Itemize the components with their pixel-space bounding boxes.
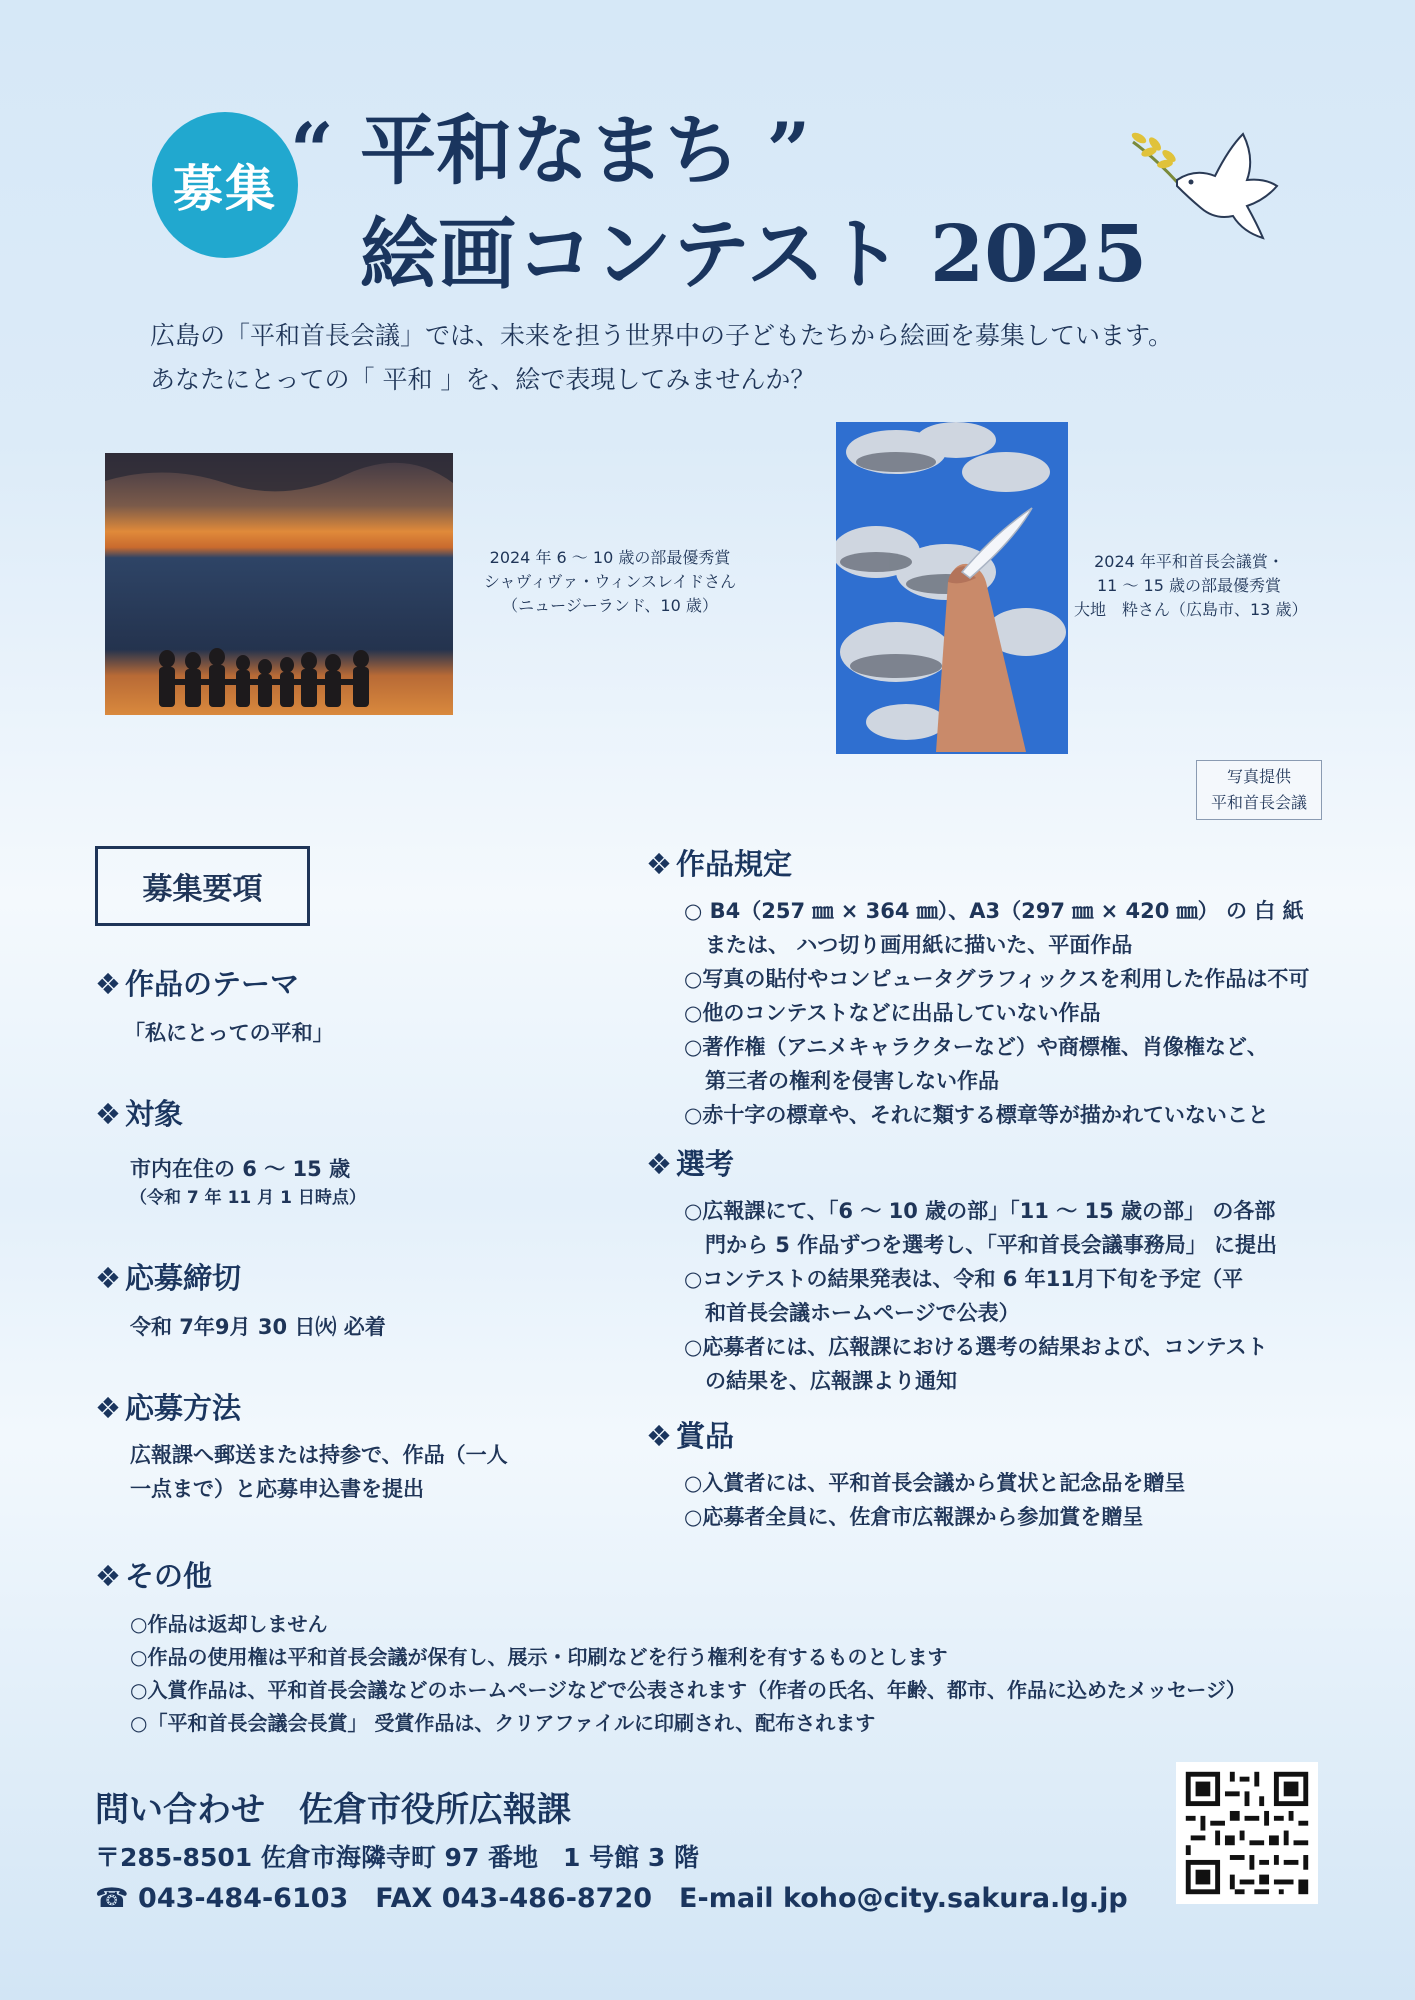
selection-line: ○コンテストの結果発表は、令和 6 年11月下旬を予定（平	[684, 1267, 1243, 1291]
prizes-heading-text: 賞品	[676, 1419, 735, 1453]
painting-1-caption-line-2: シャヴィヴァ・ウィンスレイドさん	[483, 572, 737, 591]
rules-line: ○赤十字の標章や、それに類する標章等が描かれていないこと	[684, 1103, 1269, 1127]
deadline-text: 令和 7年9月 30 日㈫ 必着	[130, 1315, 386, 1339]
selection-line: ○広報課にて、「6 ～ 10 歳の部」「11 ～ 15 歳の部」 の各部	[684, 1199, 1276, 1223]
rules-line: 第三者の権利を侵害しない作品	[684, 1069, 999, 1093]
diamond-marker-icon: ❖	[95, 967, 121, 1001]
other-line: ○作品は返却しません	[130, 1612, 328, 1636]
method-text	[130, 1438, 508, 1506]
target-text: 市内在住の 6 ～ 15 歳	[130, 1157, 351, 1181]
painting-2-caption	[1074, 550, 1308, 622]
diamond-marker-icon: ❖	[95, 1391, 121, 1425]
method-heading-text: 応募方法	[125, 1391, 242, 1425]
rules-heading-text: 作品規定	[676, 847, 793, 881]
rules-line: ○ B4（257 ㎜ × 364 ㎜）、A3（297 ㎜ × 420 ㎜） の 白 紙	[684, 899, 1304, 923]
rules-line: ○写真の貼付やコンピュータグラフィックスを利用した作品は不可	[684, 967, 1310, 991]
contact-title: 問い合わせ 佐倉市役所広報課	[95, 1790, 571, 1830]
painting-1-caption-line-3: （ニュージーランド、10 歳）	[502, 596, 718, 615]
dove-icon	[1125, 128, 1295, 246]
selection-line: 和首長会議ホームページで公表）	[684, 1301, 1020, 1325]
photo-credit-line-2: 平和首長会議	[1210, 793, 1307, 812]
other-list	[130, 1608, 1246, 1740]
painting-2-caption-line-2: 11 ～ 15 歳の部最優秀賞	[1097, 576, 1281, 595]
quill-painting-image	[836, 422, 1068, 754]
deadline-heading-text: 応募締切	[125, 1261, 242, 1295]
selection-line: 門から 5 作品ずつを選考し、「平和首長会議事務局」 に提出	[684, 1233, 1278, 1257]
diamond-marker-icon: ❖	[95, 1559, 121, 1593]
page-title-line2: 絵画コンテスト 2025	[360, 209, 1148, 300]
theme-heading-text: 作品のテーマ	[125, 967, 300, 1001]
other-heading-text: その他	[125, 1559, 213, 1593]
recruitment-badge: 募集	[152, 112, 298, 258]
prizes-heading	[646, 1414, 734, 1455]
other-line: ○「平和首長会議会長賞」 受賞作品は、クリアファイルに印刷され、配布されます	[130, 1711, 876, 1735]
diamond-marker-icon: ❖	[95, 1261, 121, 1295]
method-line: 一点まで）と応募申込書を提出	[130, 1477, 424, 1501]
painting-2-caption-line-3: 大地 粋さん（広島市、13 歳）	[1074, 600, 1308, 619]
painting-2-caption-line-1: 2024 年平和首長会議賞・	[1094, 552, 1284, 571]
other-heading	[95, 1554, 212, 1595]
method-line: 広報課へ郵送または持参で、作品（一人	[130, 1443, 508, 1467]
sunset-painting-image	[105, 453, 453, 715]
contact-phone-email[interactable]: ☎ 043-484-6103 FAX 043-486-8720 E-mail koho@city.sakura.lg.jp	[95, 1883, 1128, 1914]
selection-line: ○応募者には、広報課における選考の結果および、コンテスト	[684, 1335, 1268, 1359]
target-heading-text: 対象	[125, 1097, 184, 1131]
prizes-line: ○入賞者には、平和首長会議から賞状と記念品を贈呈	[684, 1471, 1186, 1495]
qr-code-image[interactable]	[1176, 1762, 1318, 1904]
photo-credit-line-1: 写真提供	[1226, 767, 1291, 786]
painting-1-caption-line-1: 2024 年 6 ～ 10 歳の部最優秀賞	[489, 548, 731, 567]
other-line: ○入賞作品は、平和首長会議などのホームページなどで公表されます（作者の氏名、年齢、都市、作品に込めたメッセージ）	[130, 1678, 1246, 1702]
theme-text: 「私にとっての平和」	[124, 1021, 334, 1045]
intro-line-1: 広島の「平和首長会議」では、未来を担う世界中の子どもたちから絵画を募集しています。	[150, 321, 1174, 350]
method-heading	[95, 1386, 241, 1427]
guidelines-heading: 募集要項	[95, 846, 310, 926]
rules-line: ○著作権（アニメキャラクターなど）や商標権、肖像権など、	[684, 1035, 1268, 1059]
selection-line: の結果を、広報課より通知	[684, 1369, 957, 1393]
rules-line: ○他のコンテストなどに出品していない作品	[684, 1001, 1101, 1025]
painting-1-caption	[460, 546, 760, 618]
selection-list	[684, 1194, 1277, 1398]
prizes-list	[684, 1466, 1185, 1534]
page-title-line1: “ 平和なまち ”	[290, 106, 811, 195]
rules-list	[684, 894, 1309, 1132]
prizes-line: ○応募者全員に、佐倉市広報課から参加賞を贈呈	[684, 1505, 1144, 1529]
rules-heading	[646, 842, 792, 883]
deadline-heading	[95, 1256, 241, 1297]
diamond-marker-icon: ❖	[646, 1147, 672, 1181]
diamond-marker-icon: ❖	[95, 1097, 121, 1131]
target-note: （令和 7 年 11 月 1 日時点）	[130, 1188, 366, 1208]
diamond-marker-icon: ❖	[646, 847, 672, 881]
diamond-marker-icon: ❖	[646, 1419, 672, 1453]
intro-line-2: あなたにとっての「 平和 」を、絵で表現してみませんか？	[150, 365, 816, 394]
theme-heading	[95, 962, 299, 1003]
selection-heading-text: 選考	[676, 1147, 735, 1181]
rules-line: または、 ハつ切り画用紙に描いた、平面作品	[684, 933, 1133, 957]
contact-address: 〒285-8501 佐倉市海隣寺町 97 番地 1 号館 3 階	[95, 1843, 699, 1872]
other-line: ○作品の使用権は平和首長会議が保有し、展示・印刷などを行う権利を有するものとします	[130, 1645, 948, 1669]
target-heading	[95, 1092, 183, 1133]
selection-heading	[646, 1142, 734, 1183]
photo-credit	[1196, 760, 1322, 820]
